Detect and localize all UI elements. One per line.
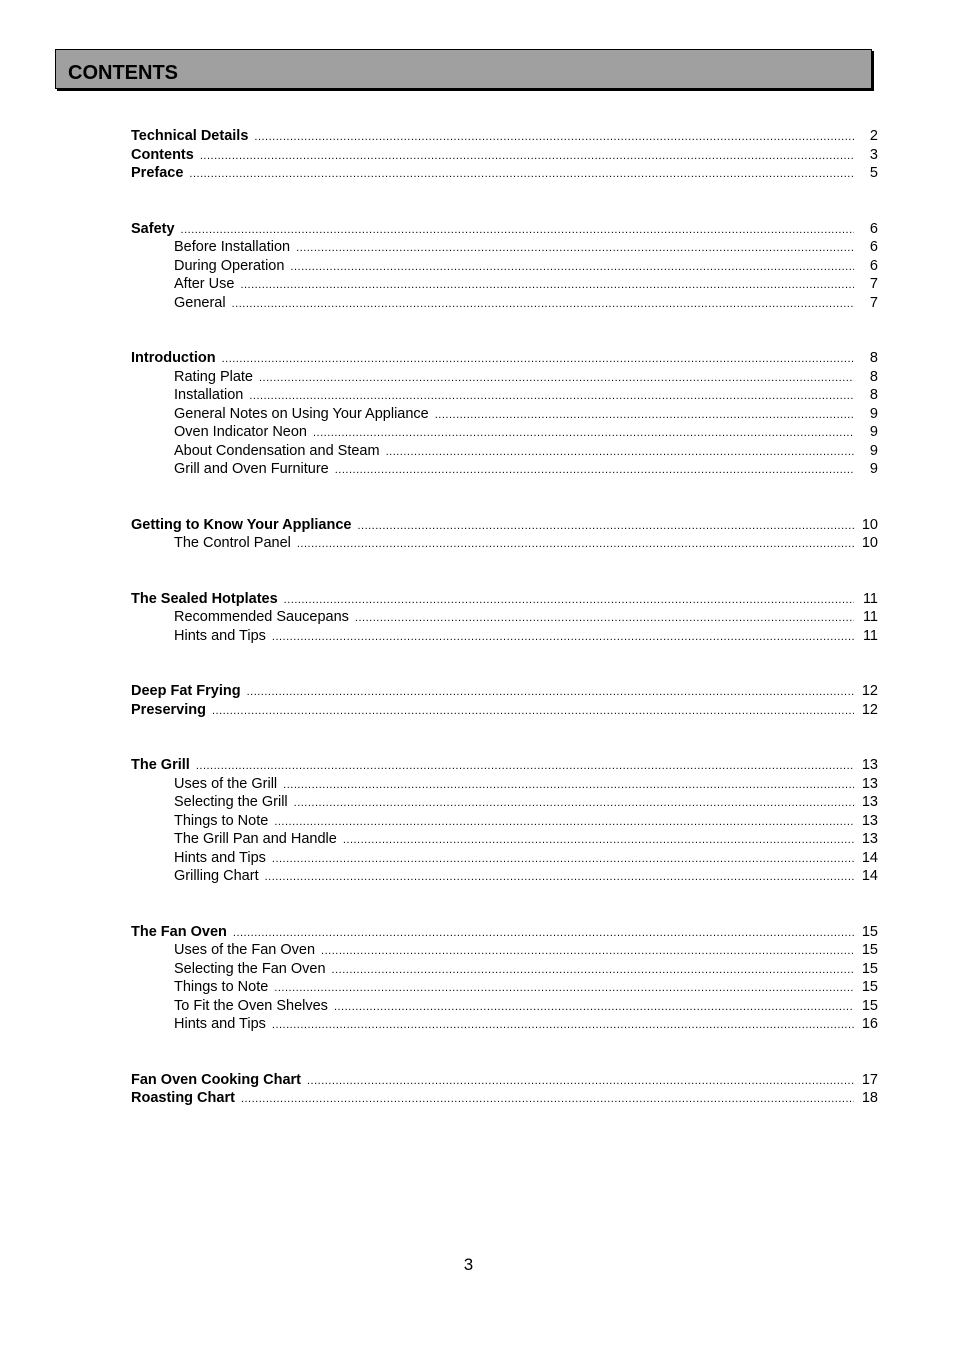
toc-subentry — [131, 534, 878, 553]
dot-leader — [274, 979, 854, 998]
toc-entry-label: Roasting Chart — [131, 1090, 235, 1106]
toc-entry-page: 7 — [869, 294, 878, 311]
toc-entry-page: 17 — [861, 1071, 878, 1088]
dot-leader — [386, 443, 854, 462]
toc-subentry — [131, 294, 878, 313]
toc-entry-page: 9 — [869, 461, 878, 477]
toc-entry-page: 15 — [861, 979, 878, 995]
dot-leader — [265, 868, 854, 887]
dot-leader — [357, 517, 854, 536]
toc-section — [131, 682, 878, 719]
toc-section — [131, 923, 878, 1034]
toc-entry-page: 15 — [861, 942, 878, 958]
toc-subentry — [131, 257, 878, 276]
toc-entry-page: 15 — [861, 960, 878, 977]
toc-entry-label: Contents — [131, 146, 194, 163]
dot-leader — [283, 776, 854, 795]
toc-entry-label: Deep Fat Frying — [131, 683, 241, 699]
dot-leader — [259, 369, 854, 388]
dot-leader — [200, 147, 854, 166]
toc-subentry — [131, 608, 878, 627]
dot-leader — [343, 831, 854, 850]
dot-leader — [290, 258, 854, 277]
page-number: 3 — [463, 1255, 474, 1274]
toc-entry-label: Oven Indicator Neon — [174, 424, 307, 440]
toc-entry-page: 8 — [869, 368, 878, 385]
dot-leader — [296, 239, 854, 258]
toc-entry-page: 9 — [869, 405, 878, 422]
toc-section — [131, 1071, 878, 1108]
dot-leader — [313, 424, 854, 443]
toc-subentry — [131, 793, 878, 812]
toc-subentry — [131, 997, 878, 1016]
toc-entry-page: 8 — [869, 350, 878, 366]
toc-entry-page: 11 — [862, 609, 878, 625]
toc-entry-label: Hints and Tips — [174, 627, 266, 644]
toc-entry-label: Hints and Tips — [174, 1016, 266, 1032]
toc-entry-page: 11 — [862, 627, 878, 644]
toc-entry-label: Grill and Oven Furniture — [174, 461, 329, 477]
toc-entry — [131, 923, 878, 942]
toc-entry-label: Recommended Saucepans — [174, 609, 349, 625]
dot-leader — [321, 942, 854, 961]
dot-leader — [355, 609, 854, 628]
toc-section — [131, 756, 878, 886]
dot-leader — [284, 591, 854, 610]
toc-entry-page: 8 — [869, 387, 878, 403]
dot-leader — [435, 406, 854, 425]
toc-entry-label: The Grill — [131, 757, 190, 773]
toc-entry-label: Before Installation — [174, 239, 291, 255]
toc-entry-label: Selecting the Grill — [174, 794, 288, 810]
toc-entry-page: 3 — [869, 146, 878, 163]
toc-entry-page: 2 — [869, 128, 878, 144]
dot-leader — [272, 628, 854, 647]
toc-entry-label: The Control Panel — [174, 535, 291, 551]
toc-subentry — [131, 275, 878, 294]
toc-entry-label: Fan Oven Cooking Chart — [131, 1071, 301, 1088]
toc-subentry — [131, 1015, 878, 1034]
toc-entry — [131, 701, 878, 720]
toc-entry-label: Introduction — [131, 350, 216, 366]
toc-entry-page: 9 — [869, 442, 878, 459]
dot-leader — [272, 1016, 854, 1035]
toc-entry-page: 15 — [861, 923, 878, 940]
toc-subentry — [131, 442, 878, 461]
toc-entry-label: The Sealed Hotplates — [131, 590, 278, 607]
toc-subentry — [131, 830, 878, 849]
toc-subentry — [131, 812, 878, 831]
dot-leader — [233, 924, 854, 943]
toc-subentry — [131, 368, 878, 387]
dot-leader — [294, 794, 854, 813]
dot-leader — [332, 961, 854, 980]
toc-entry-label: The Fan Oven — [131, 923, 227, 940]
toc-entry-page: 6 — [869, 257, 878, 274]
dot-leader — [222, 350, 854, 369]
toc-entry-page: 9 — [869, 424, 878, 440]
toc-entry-page: 10 — [861, 516, 878, 533]
toc-subentry — [131, 423, 878, 442]
toc-section — [131, 590, 878, 646]
toc-entry-label: Installation — [174, 387, 244, 403]
toc-subentry — [131, 978, 878, 997]
toc-entry — [131, 220, 878, 239]
toc-entry — [131, 756, 878, 775]
toc-entry-label: Getting to Know Your Appliance — [131, 516, 352, 533]
toc-section — [131, 220, 878, 313]
dot-leader — [272, 850, 854, 869]
toc-subentry — [131, 867, 878, 886]
dot-leader — [212, 702, 854, 721]
toc-subentry — [131, 849, 878, 868]
toc-entry — [131, 349, 878, 368]
toc-subentry — [131, 627, 878, 646]
dot-leader — [241, 1090, 854, 1109]
toc-entry-label: Preserving — [131, 701, 206, 718]
page-title: CONTENTS — [68, 62, 178, 84]
toc-entry-label: Uses of the Fan Oven — [174, 942, 316, 958]
dot-leader — [297, 535, 854, 554]
dot-leader — [274, 813, 854, 832]
toc-entry-label: Safety — [131, 220, 175, 237]
toc-subentry — [131, 960, 878, 979]
dot-leader — [334, 998, 854, 1017]
toc-entry-label: Things to Note — [174, 979, 269, 995]
toc-entry-page: 14 — [861, 868, 878, 884]
table-of-contents — [131, 127, 878, 1145]
dot-leader — [247, 683, 854, 702]
toc-entry — [131, 127, 878, 146]
toc-subentry — [131, 941, 878, 960]
toc-subentry — [131, 460, 878, 479]
toc-section — [131, 516, 878, 553]
dot-leader — [307, 1072, 854, 1091]
toc-entry-label: During Operation — [174, 257, 285, 274]
dot-leader — [249, 387, 854, 406]
toc-entry-page: 5 — [869, 165, 878, 181]
dot-leader — [335, 461, 854, 480]
toc-entry-page: 18 — [861, 1090, 878, 1106]
toc-entry-label: About Condensation and Steam — [174, 442, 380, 459]
toc-entry-page: 12 — [861, 701, 878, 718]
toc-entry-label: Grilling Chart — [174, 868, 259, 884]
toc-subentry — [131, 405, 878, 424]
toc-entry — [131, 164, 878, 183]
toc-entry-page: 14 — [861, 849, 878, 866]
toc-entry-label: General — [174, 294, 226, 311]
toc-entry-label: Uses of the Grill — [174, 775, 278, 792]
toc-entry-page: 13 — [861, 812, 878, 829]
dot-leader — [254, 128, 854, 147]
dot-leader — [240, 276, 854, 295]
dot-leader — [189, 165, 854, 184]
toc-entry-label: After Use — [174, 276, 235, 292]
toc-entry-page: 13 — [861, 775, 878, 792]
toc-section — [131, 349, 878, 479]
toc-entry — [131, 590, 878, 609]
toc-entry-page: 6 — [869, 239, 878, 255]
toc-entry — [131, 1089, 878, 1108]
toc-entry — [131, 1071, 878, 1090]
toc-entry-page: 13 — [861, 831, 878, 847]
toc-entry-page: 6 — [869, 220, 878, 237]
toc-subentry — [131, 386, 878, 405]
toc-entry — [131, 516, 878, 535]
contents-header-bar — [55, 49, 872, 89]
toc-entry-page: 13 — [861, 794, 878, 810]
toc-section — [131, 127, 878, 183]
toc-entry-label: Hints and Tips — [174, 849, 266, 866]
toc-entry — [131, 682, 878, 701]
toc-entry-label: Technical Details — [131, 128, 249, 144]
toc-entry-page: 7 — [869, 276, 878, 292]
toc-entry-label: General Notes on Using Your Appliance — [174, 405, 429, 422]
dot-leader — [232, 295, 854, 314]
toc-subentry — [131, 238, 878, 257]
dot-leader — [181, 221, 854, 240]
toc-entry-page: 10 — [861, 535, 878, 551]
toc-entry-label: Rating Plate — [174, 368, 253, 385]
toc-entry-label: Things to Note — [174, 812, 269, 829]
toc-entry-page: 11 — [862, 590, 878, 607]
dot-leader — [196, 757, 854, 776]
toc-entry-page: 12 — [861, 683, 878, 699]
toc-entry-page: 13 — [861, 757, 878, 773]
toc-subentry — [131, 775, 878, 794]
toc-entry-page: 15 — [861, 997, 878, 1014]
toc-entry-label: To Fit the Oven Shelves — [174, 997, 328, 1014]
toc-entry-label: Selecting the Fan Oven — [174, 960, 326, 977]
toc-entry-label: The Grill Pan and Handle — [174, 831, 337, 847]
toc-entry — [131, 146, 878, 165]
toc-entry-page: 16 — [861, 1016, 878, 1032]
toc-entry-label: Preface — [131, 165, 184, 181]
